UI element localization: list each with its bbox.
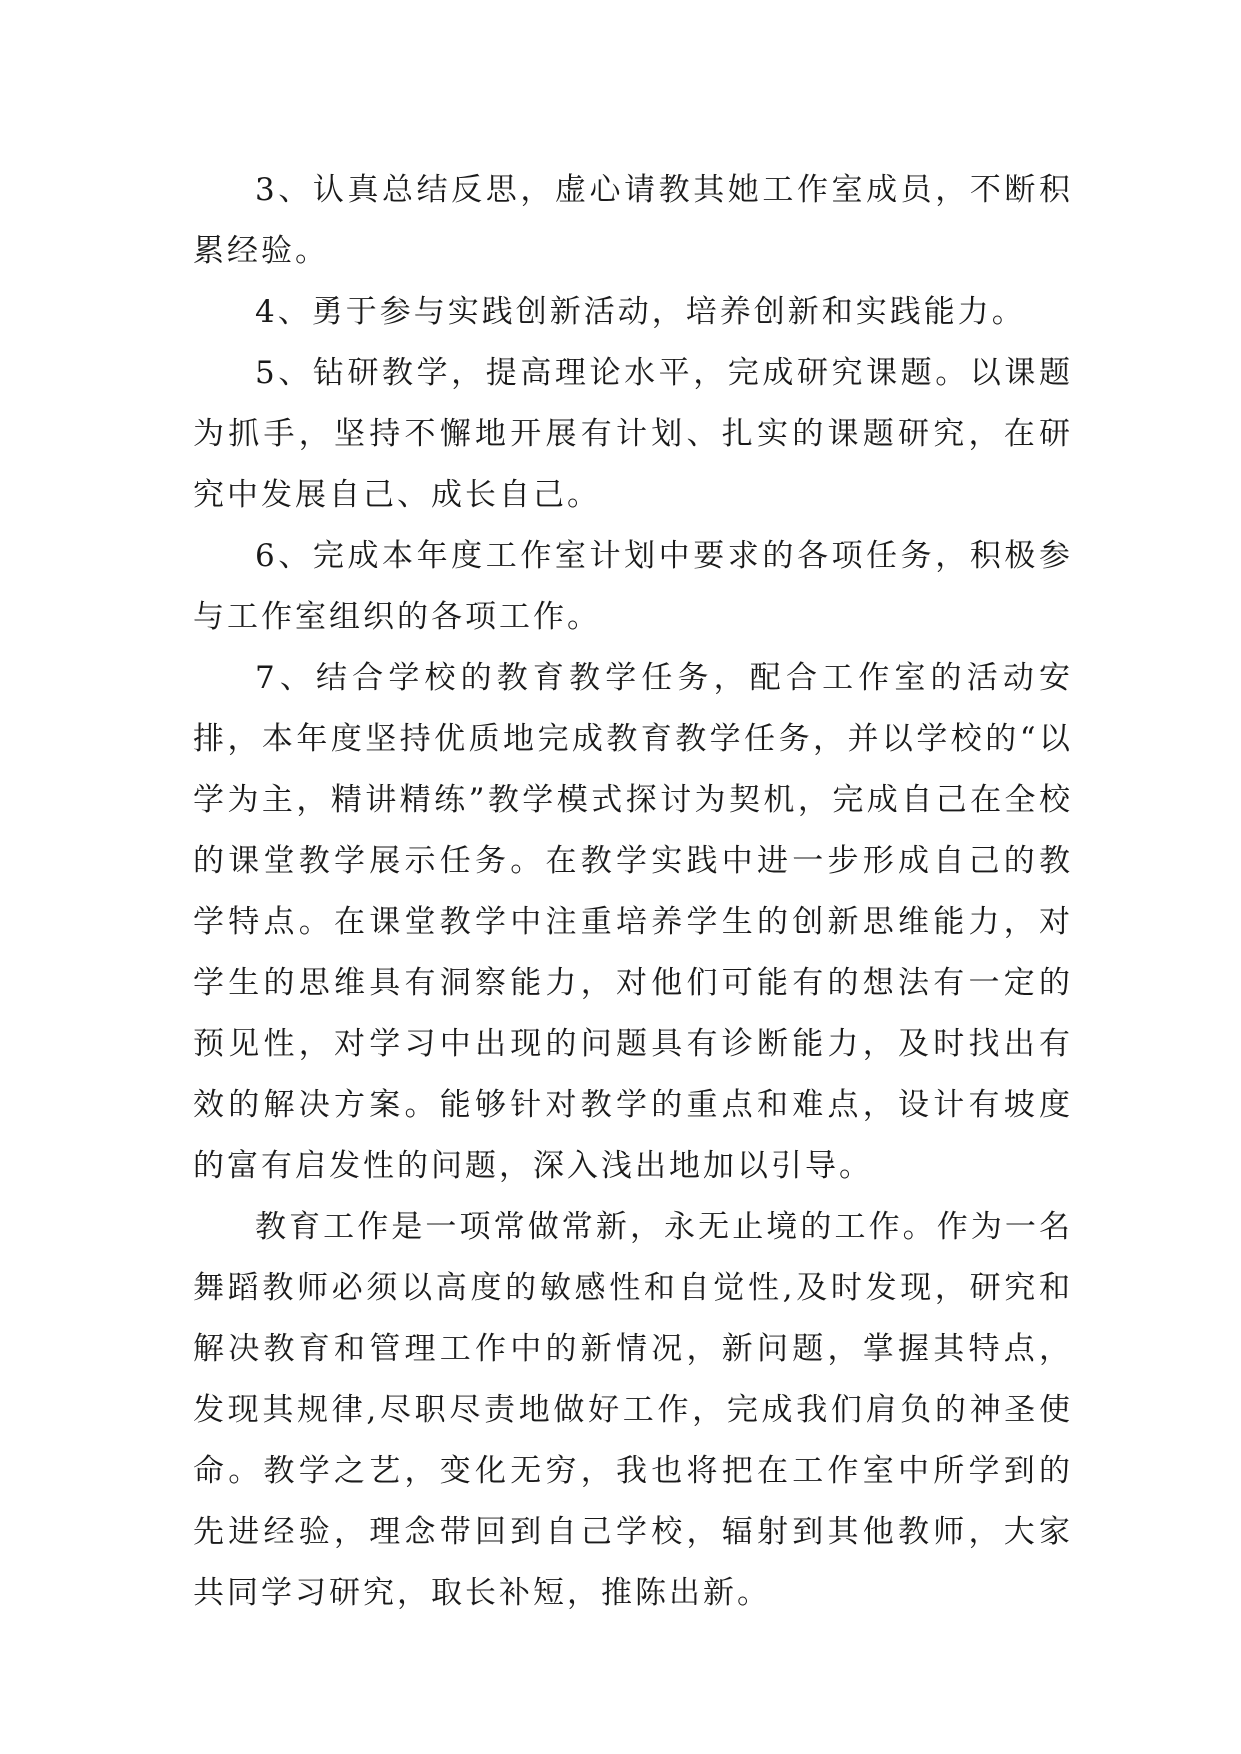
paragraph-item-4: 4、勇于参与实践创新活动，培养创新和实践能力。 xyxy=(255,294,1026,330)
paragraph-conclusion: 教育工作是一项常做常新，永无止境的工作。作为一名舞蹈教师必须以高度的敏感性和自觉性,及时发现，研究和解决教育和管理工作中的新情况，新问题，掌握其特点，发现其规律,尽职尽责地做好工作，完成我们肩负的神圣使命。教学之艺，变化无穷，我也将把在工作室中所学到的先进经验，理念带回到自己学校，辐射到其他教师，大家共同学习研究，取长补短，推陈出新。 xyxy=(193,1209,1073,1611)
paragraph-item-7: 7、结合学校的教育教学任务，配合工作室的活动安排，本年度坚持优质地完成教育教学任务，并以学校的“以学为主，精讲精练”教学模式探讨为契机，完成自己在全校的课堂教学展示任务。在教学实践中进一步形成自己的教学特点。在课堂教学中注重培养学生的创新思维能力，对学生的思维具有洞察能力，对他们可能有的想法有一定的预见性，对学习中出现的问题具有诊断能力，及时找出有效的解决方案。能够针对教学的重点和难点，设计有坡度的富有启发性的问题，深入浅出地加以引导。 xyxy=(193,660,1073,1184)
document-body xyxy=(193,160,1073,1624)
paragraph-item-3: 3、认真总结反思，虚心请教其她工作室成员，不断积累经验。 xyxy=(193,172,1073,269)
paragraph-item-5: 5、钻研教学，提高理论水平，完成研究课题。以课题为抓手，坚持不懈地开展有计划、扎实的课题研究，在研究中发展自己、成长自己。 xyxy=(193,355,1073,513)
paragraph-item-6: 6、完成本年度工作室计划中要求的各项任务，积极参与工作室组织的各项工作。 xyxy=(193,538,1073,635)
